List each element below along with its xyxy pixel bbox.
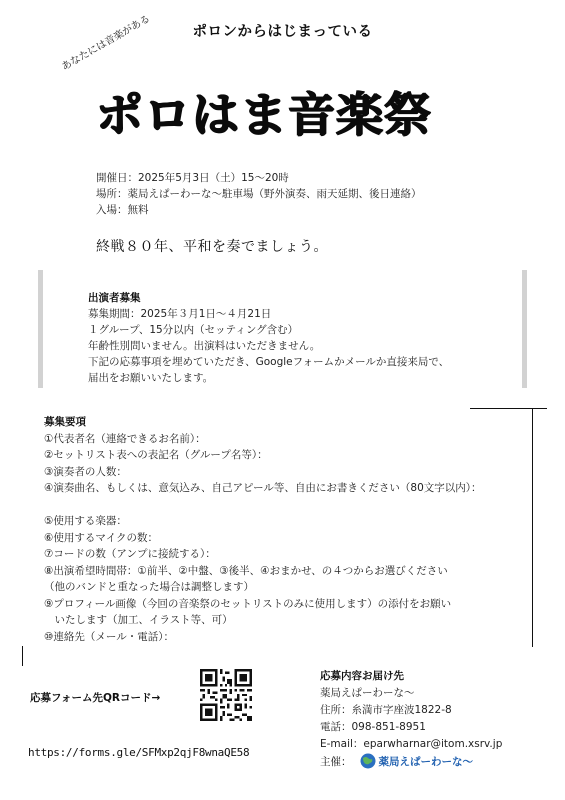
sponsor-label: 主催： [320,755,352,768]
performer-line: 届出をお願いいたします。 [88,372,214,384]
divider-left-vertical [22,646,23,666]
contact-address: 住所：糸満市字座波1822-8 [320,704,452,716]
contact-name: 薬局えぱーわーな〜 [320,687,415,699]
performer-line: 年齢性別問いません。出演料はいただきません。 [88,340,321,352]
event-date: 開催日：2025年5月3日（土）15〜20時 [96,172,289,184]
performer-line: １グループ、15分以内（セッティング含む） [88,324,299,336]
form-url[interactable]: https://forms.gle/SFMxp2qjF8wnaQE58 [28,746,250,759]
requirements-section [44,414,482,645]
requirement-item: （他のバンドと重なった場合は調整します） [44,581,254,593]
sponsor-logo [360,753,474,769]
requirement-item: いたします（加工、イラスト等、可） [44,614,233,626]
performer-line: 下記の応募事項を埋めていただき、Googleフォームかメールか直接来局で、 [88,356,450,368]
left-accent-bar [38,270,43,388]
sponsor [320,753,473,769]
qr-label: 応募フォーム先QRコード→ [30,692,161,704]
requirement-item: ⑤使用する楽器： [44,515,127,527]
tagline: ポロンからはじまっている [192,24,373,40]
requirement-item: ⑦コードの数（アンプに接続する）： [44,548,216,560]
contact-heading: 応募内容お届け先 [320,670,404,682]
page-title: ポロはま音楽祭 [96,88,432,143]
requirement-item: ③演奏者の人数： [44,465,127,478]
contact-phone: 電話：098-851-8951 [320,721,426,733]
event-admission: 入場：無料 [96,204,149,216]
requirement-item [44,497,482,514]
contact-section [320,668,502,753]
right-accent-bar [522,270,527,388]
requirement-item: ⑨プロフィール画像（今回の音楽祭のセットリストのみに使用します）の添付をお願い [44,597,452,610]
requirements-heading: 募集要項 [44,416,86,428]
requirement-item: ①代表者名（連絡できるお名前）： [44,432,206,445]
contact-email[interactable]: E-mail：eparwharnar@itom.xsrv.jp [320,738,503,750]
slogan: 終戦８０年、平和を奏でましょう。 [96,239,328,255]
performer-line: 募集期間：2025年３月1日〜４月21日 [88,308,272,320]
requirement-item: ⑥使用するマイクの数： [44,531,158,544]
event-place: 場所：薬局えぱーわーな〜駐車場（野外演奏、雨天延期、後日連絡） [96,188,422,200]
divider-vertical [532,409,533,647]
event-info [96,170,422,218]
globe-icon [360,753,376,769]
catchphrase: あなたには音楽がある [60,13,153,73]
requirement-item: ④演奏曲名、もしくは、意気込み、自己アピール等、自由にお書きください（80文字以内）： [44,482,482,494]
performer-recruit-section [88,290,449,386]
requirement-item: ⑧出演希望時間帯：①前半、②中盤、③後半、④おまかせ、の４つからお選びください [44,564,448,577]
sponsor-logo-text: 薬局えぱーわーな〜 [378,755,473,768]
divider-horizontal [470,408,547,409]
requirement-item: ⑩連絡先（メール・電話）： [44,630,174,643]
requirement-item: ②セットリスト表への表記名（グループ名等）： [44,449,268,461]
performer-heading: 出演者募集 [88,292,141,304]
qr-code[interactable] [200,669,252,721]
